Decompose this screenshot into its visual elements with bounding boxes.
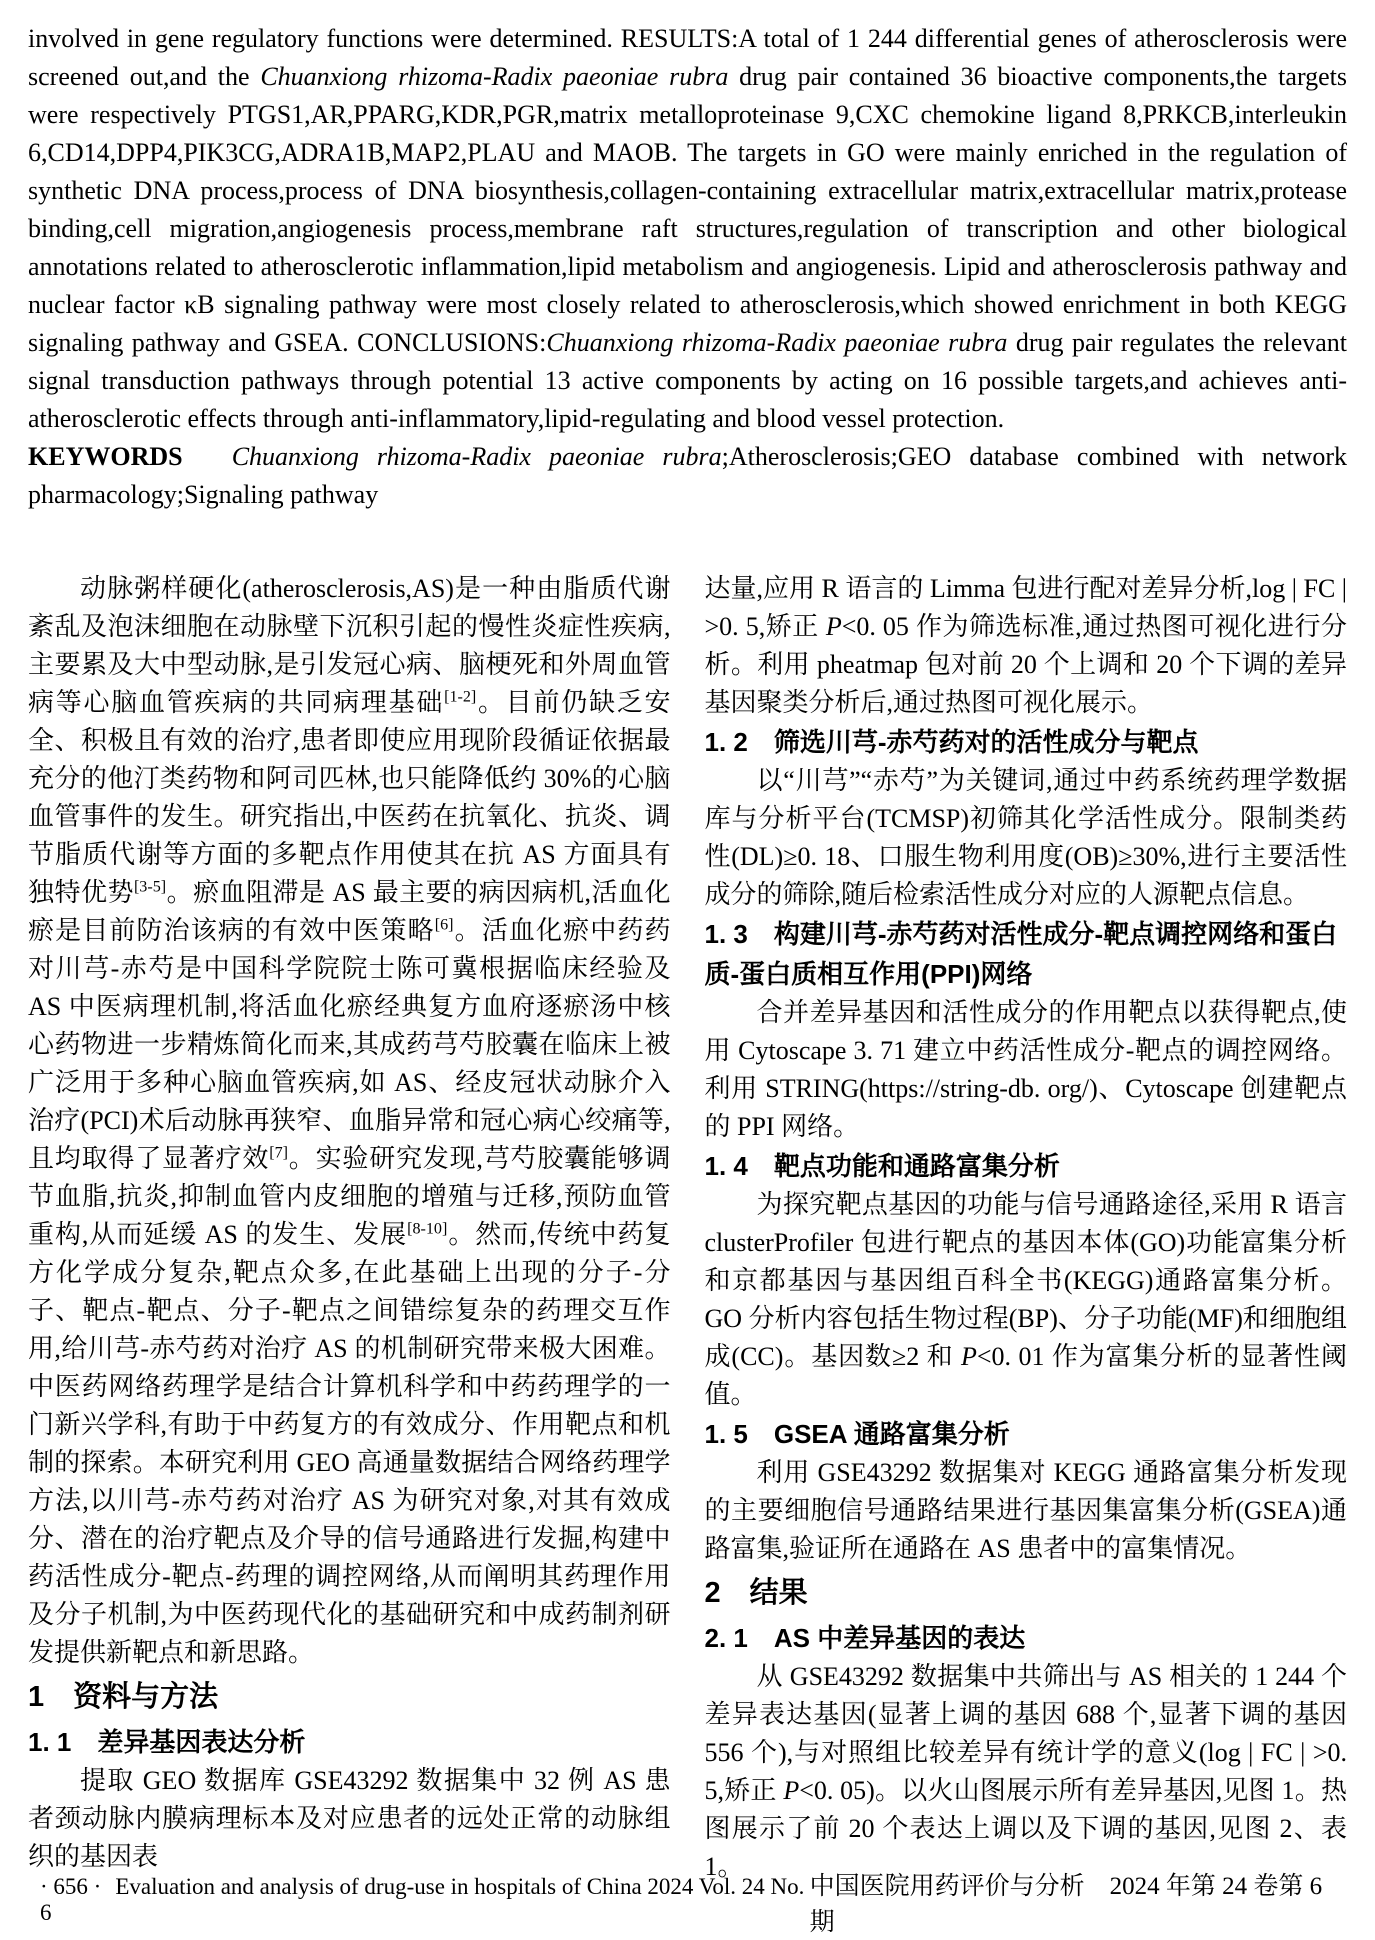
section-heading [705, 1146, 1348, 1186]
text-run: 。实验研究发现,芎芍胶囊能够调节血脂,抗炎,抑制血管内皮细胞的增殖与迁移,预防血管重构,从而延缓 AS 的发生、发展 [28, 1144, 671, 1249]
text-run: Chuanxiong rhizoma-Radix paeoniae rubra [231, 442, 722, 471]
text-run: 以“川芎”“赤芍”为关键词,通过中药系统药理学数据库与分析平台(TCMSP)初筛其化学活性成分。限制类药性(DL)≥0. 18、口服生物利用度(OB)≥30%,进行主要活性成分的筛除,随后检索活性成分对应的人源靶点信息。 [704, 766, 1347, 909]
text-run: <0. 01 作为富集分析的显著性阈值。 [704, 1342, 1347, 1409]
text-run: drug pair contained 36 bioactive components,the targets were respectively PTGS1,AR,PPARG,KDR,PGR,matrix metalloproteinase 9,CXC chemokine ligand 8,PRKCB,interleukin 6,CD14,DPP4,PIK3CG,ADRA1B,MAP2,PLAU and MAOB. The targets in GO were mainly enriched in the regulation of synthetic DNA process,process of DNA biosynthesis,collagen-containing extracellular matrix,extracellular matrix,protease binding,cell migration,angiogenesis process,membrane raft structures,regulation of transcription and other biological annotations related to atherosclerotic inflammation,lipid metabolism and angiogenesis. Lipid and atherosclerosis pathway and nuclear factor κB signaling pathway were most closely related to atherosclerosis,which showed enrichment in both KEGG signaling pathway and GSEA. CONCLUSIONS: [28, 62, 1348, 357]
text-run: 。目前仍缺乏安全、积极且有效的治疗,患者即使应用现阶段循证依据最充分的他汀类药物和阿司匹林,也只能降低约 30%的心脑血管事件的发生。研究指出,中医药在抗氧化、抗炎、调节脂质代谢等方面的多靶点作用使其在抗 AS 方面具有独特优势 [28, 688, 671, 907]
text-run: drug pair regulates the relevant signal transduction pathways through potential 13 active components by acting on 16 possible targets,and achieves anti-atherosclerotic effects through anti-inflammatory,lipid-regulating and blood vessel protection. [28, 328, 1348, 433]
reference-superscript: [8-10] [407, 1220, 448, 1238]
reference-superscript: [7] [269, 1144, 288, 1162]
text-run: P [783, 1776, 800, 1805]
text-run: 1. 1 差异基因表达分析 [28, 1727, 306, 1757]
section-heading [705, 1568, 1348, 1618]
footer-journal-english: Evaluation and analysis of drug-use in hospitals of China 2024 Vol. 24 No. 6 [40, 1874, 805, 1925]
text-run: P [960, 1342, 977, 1371]
text-run: 2. 1 AS 中差异基因的表达 [704, 1623, 1026, 1653]
section-heading [705, 1618, 1348, 1658]
text-run: 利用 GSE43292 数据集对 KEGG 通路富集分析发现的主要细胞信号通路结果进行基因集富集分析(GSEA)通路富集,验证所在通路在 AS 患者中的富集情况。 [704, 1458, 1347, 1563]
english-abstract [28, 20, 1347, 514]
paragraph [28, 570, 671, 1672]
paragraph [705, 762, 1348, 914]
text-run: 合并差异基因和活性成分的作用靶点以获得靶点,使用 Cytoscape 3. 71 建立中药活性成分-靶点的调控网络。利用 STRING(https://string-db. org/)、Cytoscape 创建靶点的 PPI 网络。 [704, 998, 1347, 1141]
paragraph [705, 570, 1348, 722]
text-run: involved in gene regulatory functions were determined. RESULTS:A total of 1 244 differential genes of atherosclerosis were screened out,and the [28, 24, 1347, 91]
section-heading [705, 722, 1348, 762]
text-run: 从 GSE43292 数据集中共筛出与 AS 相关的 1 244 个差异表达基因(显著上调的基因 688 个,显著下调的基因 556 个),与对照组比较差异有统计学的意义(log | FC | >0. 5,矫正 [704, 1662, 1347, 1805]
paragraph [28, 438, 1347, 514]
text-run: <0. 05)。以火山图展示所有差异基因,见图 1。热图展示了前 20 个表达上调以及下调的基因,见图 2、表 1。 [704, 1776, 1347, 1881]
paragraph [705, 1658, 1348, 1886]
section-heading [705, 1414, 1348, 1454]
text-run: 1. 2 筛选川芎-赤芍药对的活性成分与靶点 [704, 727, 1199, 757]
section-heading [28, 1672, 671, 1722]
right-column [705, 570, 1348, 1886]
text-run: 提取 GEO 数据库 GSE43292 数据集中 32 例 AS 患者颈动脉内膜病理标本及对应患者的远处正常的动脉组织的基因表 [28, 1766, 671, 1871]
text-run: 。然而,传统中药复方化学成分复杂,靶点众多,在此基础上出现的分子-分子、靶点-靶点、分子-靶点之间错综复杂的药理交互作用,给川芎-赤芍药对治疗 AS 的机制研究带来极大困难。中医药网络药理学是结合计算机科学和中药药理学的一门新兴学科,有助于中药复方的有效成分、作用靶点和机制的探索。本研究利用 GEO 高通量数据结合网络药理学方法,以川芎-赤芍药对治疗 AS 为研究对象,对其有效成分、潜在的治疗靶点及介导的信号通路进行发掘,构建中药活性成分-靶点-药理的调控网络,从而阐明其药理作用及分子机制,为中医药现代化的基础研究和中成药制剂研发提供新靶点和新思路。 [28, 1220, 671, 1667]
left-column [28, 570, 671, 1886]
text-run: 为探究靶点基因的功能与信号通路途径,采用 R 语言 clusterProfiler 包进行靶点的基因本体(GO)功能富集分析和京都基因与基因组百科全书(KEGG)通路富集分析。GO 分析内容包括生物过程(BP)、分子功能(MF)和细胞组成(CC)。基因数≥2 和 [704, 1190, 1347, 1371]
paragraph [705, 1186, 1348, 1414]
text-run: 1. 3 构建川芎-赤芍药对活性成分-靶点调控网络和蛋白质-蛋白质相互作用(PPI)网络 [704, 919, 1338, 989]
text-run: 2 结果 [704, 1577, 808, 1609]
text-run: 。活血化瘀中药药对川芎-赤芍是中国科学院院士陈可冀根据临床经验及 AS 中医病理机制,将活血化瘀经典复方血府逐瘀汤中核心药物进一步精炼简化而来,其成药芎芍胶囊在临床上被广泛用于多种心脑血管疾病,如 AS、经皮冠状动脉介入治疗(PCI)术后动脉再狭窄、血脂异常和冠心病心绞痛等,且均取得了显著疗效 [28, 916, 671, 1173]
text-run: ;Atherosclerosis;GEO database combined with network pharmacology;Signaling pathway [28, 442, 1347, 509]
page-number: · 656 · [40, 1874, 102, 1899]
text-run: 达量,应用 R 语言的 Limma 包进行配对差异分析,log | FC | >0. 5,矫正 [704, 574, 1347, 641]
text-run: 。瘀血阻滞是 AS 最主要的病因病机,活血化瘀是目前防治该病的有效中医策略 [28, 878, 671, 945]
text-run: 1. 4 靶点功能和通路富集分析 [704, 1151, 1060, 1181]
two-column-body [28, 570, 1347, 1886]
section-heading [28, 1722, 671, 1762]
text-run: Chuanxiong rhizoma-Radix paeoniae rubra [260, 62, 729, 91]
paragraph [28, 1762, 671, 1876]
reference-superscript: [3-5] [133, 878, 167, 896]
paragraph [705, 994, 1348, 1146]
text-run [183, 442, 232, 471]
text-run: 动脉粥样硬化(atherosclerosis,AS)是一种由脂质代谢紊乱及泡沫细胞在动脉壁下沉积引起的慢性炎症性疾病,主要累及大中型动脉,是引发冠心病、脑梗死和外周血管病等心脑血管疾病的共同病理基础 [28, 574, 671, 717]
paragraph [28, 20, 1347, 438]
text-run: Chuanxiong rhizoma-Radix paeoniae rubra [546, 328, 1008, 357]
text-run: P [825, 612, 842, 641]
section-heading [705, 914, 1348, 994]
reference-superscript: [6] [434, 916, 454, 934]
paragraph [705, 1454, 1348, 1568]
footer-english [40, 1874, 810, 1926]
text-run: <0. 05 作为筛选标准,通过热图可视化进行分析。利用 pheatmap 包对前 20 个上调和 20 个下调的差异基因聚类分析后,通过热图可视化展示。 [704, 612, 1347, 717]
text-run: 1 资料与方法 [28, 1681, 219, 1713]
reference-superscript: [1-2] [444, 688, 477, 706]
page-footer [40, 1866, 1345, 1938]
text-run: 1. 5 GSEA 通路富集分析 [704, 1419, 1010, 1449]
footer-journal-chinese: 中国医院用药评价与分析 2024 年第 24 卷第 6 期 [809, 1873, 1323, 1936]
text-run: KEYWORDS [28, 442, 183, 471]
